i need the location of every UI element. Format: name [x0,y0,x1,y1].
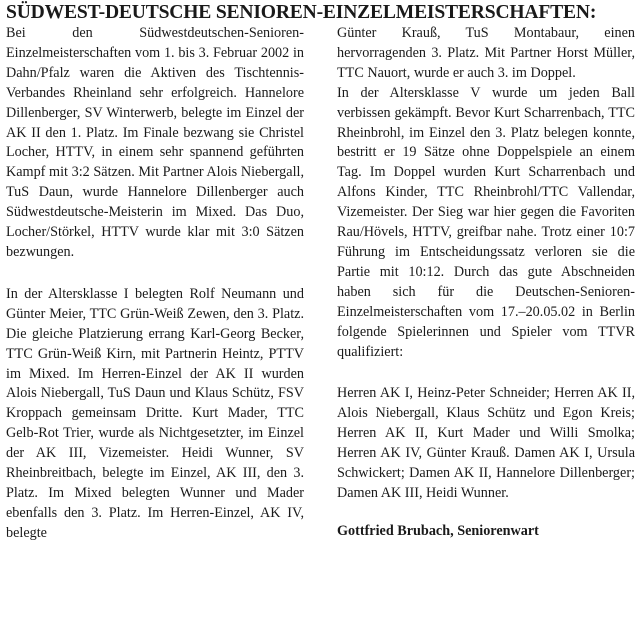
paragraph-spacer [337,362,635,384]
author-signature: Gottfried Brubach, Seniorenwart [337,522,539,539]
article-title: SÜDWEST-DEUTSCHE SENIOREN-EINZELMEISTERSCHAFTEN: [6,2,597,23]
left-column [6,24,304,544]
paragraph-qualified-players: Herren AK I, Heinz-Peter Schneider; Herren AK II, Alois Niebergall, Klaus Schütz und Egon Kreis; Herren AK II, Kurt Mader und Willi Smolka; Herren AK IV, Günter Krauß. Damen AK I, Ursula Schwickert; Damen AK II, Hannelore Dillenberger; Damen AK III, Heidi Wunner. [337,385,635,501]
paragraph-continuation: Günter Krauß, TuS Montabaur, einen hervorragenden 3. Platz. Mit Partner Horst Müller, TTC Nauort, wurde er auch 3. im Doppel. [337,25,635,81]
paragraph-age-class-v: In der Altersklasse V wurde um jeden Ball verbissen gekämpft. Bevor Kurt Scharrenbach, TTC Rheinbrohl, im Einzel den 3. Platz belegen konnte, bestritt er 19 Sätze ohne Doppelspiele an einem Tag. Im Doppel wurden Kurt Scharrenbach und Alfons Kinder, TTC Rheinbrohl/TTC Vallendar, Vizemeister. Der Sieg war hier gegen die Favoriten Rau/Hövels, HTTV, greifbar nahe. Trotz einer 10:7 Führung im Entscheidungssatz verloren sie die Partie mit 10:12. Durch das gute Abschneiden haben sich für die Deutschen-Senioren-Einzelmeisterschaften vom 17.–20.05.02 in Berlin folgende Spielerinnen und Spieler vom TTVR qualifiziert: [337,84,635,360]
paragraph-age-class-results: In der Altersklasse I belegten Rolf Neumann und Günter Meier, TTC Grün-Weiß Zewen, den 3. Platz. Die gleiche Platzierung errang Karl-Georg Becker, TTC Grün-Weiß Kirn, mit Partnerin Heintz, PTTV im Mixed. Im Herren-Einzel der AK II wurden Alois Niebergall, TuS Daun und Klaus Schütz, FSV Kroppach gemeinsam Dritte. Kurt Mader, TTC Gelb-Rot Trier, wurde als Nichtgesetzter, im Einzel der AK III, Vizemeister. Heidi Wunner, SV Rheinbreitbach, belegte im Einzel, AK III, den 3. Platz. Im Mixed belegten Wunner und Mader ebenfalls den 3. Platz. Im Herren-Einzel, AK IV, belegte [6,285,304,541]
right-column [337,24,635,542]
paragraph-spacer [6,263,304,285]
paragraph-tournament-results: Bei den Südwestdeutschen-Senioren-Einzelmeisterschaften vom 1. bis 3. Februar 2002 in Dahn/Pfalz waren die Aktiven des Tischtennis-Verbandes Rheinland sehr erfolgreich. Hannelore Dillenberger, SV Winterwerb, belegte im Einzel der AK II den 1. Platz. Im Finale bezwang sie Christel Locher, HTTV, in einem sehr spannend geführten Kampf mit 3:2 Sätzen. Mit Partner Alois Niebergall, TuS Daun, wurde Hannelore Dillenberger auch Südwestdeutsche-Meisterin im Mixed. Das Duo, Locher/Störkel, HTTV wurde klar mit 3:0 Sätzen bezwungen. [6,25,304,260]
